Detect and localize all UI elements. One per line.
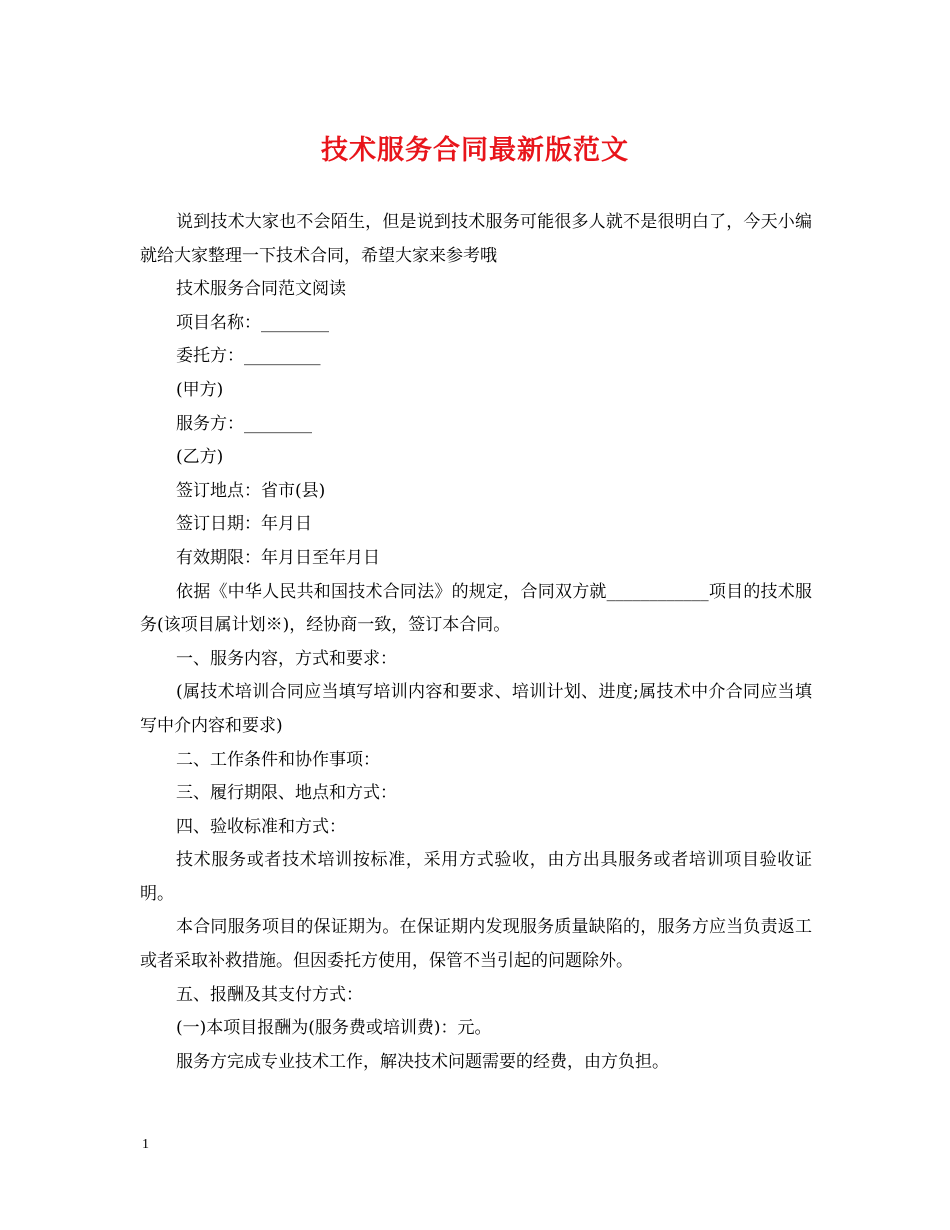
paragraph-validity-period: 有效期限：年月日至年月日 bbox=[176, 547, 380, 568]
paragraph-acceptance: 技术服务或者技术培训按标准，采用方式验收，由方出具服务或者培训项目验收证明。 bbox=[140, 850, 812, 904]
paragraph-party-a: (甲方) bbox=[176, 379, 224, 400]
paragraph-warranty: 本合同服务项目的保证期为。在保证期内发现服务质量缺陷的，服务方应当负责返工或者采取补救措施。但因委托方使用，保管不当引起的问题除外。 bbox=[140, 917, 812, 972]
paragraph-signing-date: 签订日期：年月日 bbox=[176, 514, 312, 535]
paragraph-service-provider: 服务方：________ bbox=[176, 413, 312, 434]
paragraph-project-name: 项目名称：________ bbox=[176, 312, 329, 333]
paragraph-section-4-heading: 四、验收标准和方式： bbox=[176, 816, 346, 837]
paragraph-section-1-note: (属技术培训合同应当填写培训内容和要求、培训计划、进度;属技术中介合同应当填写中介内容和要求) bbox=[140, 682, 812, 736]
paragraph-section-2-heading: 二、工作条件和协作事项： bbox=[176, 749, 380, 770]
paragraph-client: 委托方：_________ bbox=[176, 346, 321, 367]
paragraph-signing-place: 签订地点：省市(县) bbox=[176, 480, 326, 501]
page-number: 1 bbox=[142, 1137, 149, 1152]
document-body bbox=[140, 206, 812, 1079]
paragraph-reading-heading: 技术服务合同范文阅读 bbox=[176, 279, 346, 300]
paragraph-expenses: 服务方完成专业技术工作，解决技术问题需要的经费，由方负担。 bbox=[176, 1051, 669, 1072]
document-title: 技术服务合同最新版范文 bbox=[321, 135, 629, 166]
paragraph-intro: 说到技术大家也不会陌生，但是说到技术服务可能很多人就不是很明白了，今天小编就给大家整理一下技术合同，希望大家来参考哦 bbox=[140, 212, 812, 266]
paragraph-legal-basis: 依据《中华人民共和国技术合同法》的规定，合同双方就____________项目的技术服务(该项目属计划※)，经协商一致，签订本合同。 bbox=[140, 581, 812, 636]
paragraph-section-5-heading: 五、报酬及其支付方式： bbox=[176, 984, 363, 1005]
paragraph-section-3-heading: 三、履行期限、地点和方式： bbox=[176, 783, 397, 804]
paragraph-remuneration: (一)本项目报酬为(服务费或培训费)：元。 bbox=[176, 1018, 492, 1039]
paragraph-section-1-heading: 一、服务内容，方式和要求： bbox=[176, 648, 397, 669]
paragraph-party-b: (乙方) bbox=[176, 447, 224, 468]
